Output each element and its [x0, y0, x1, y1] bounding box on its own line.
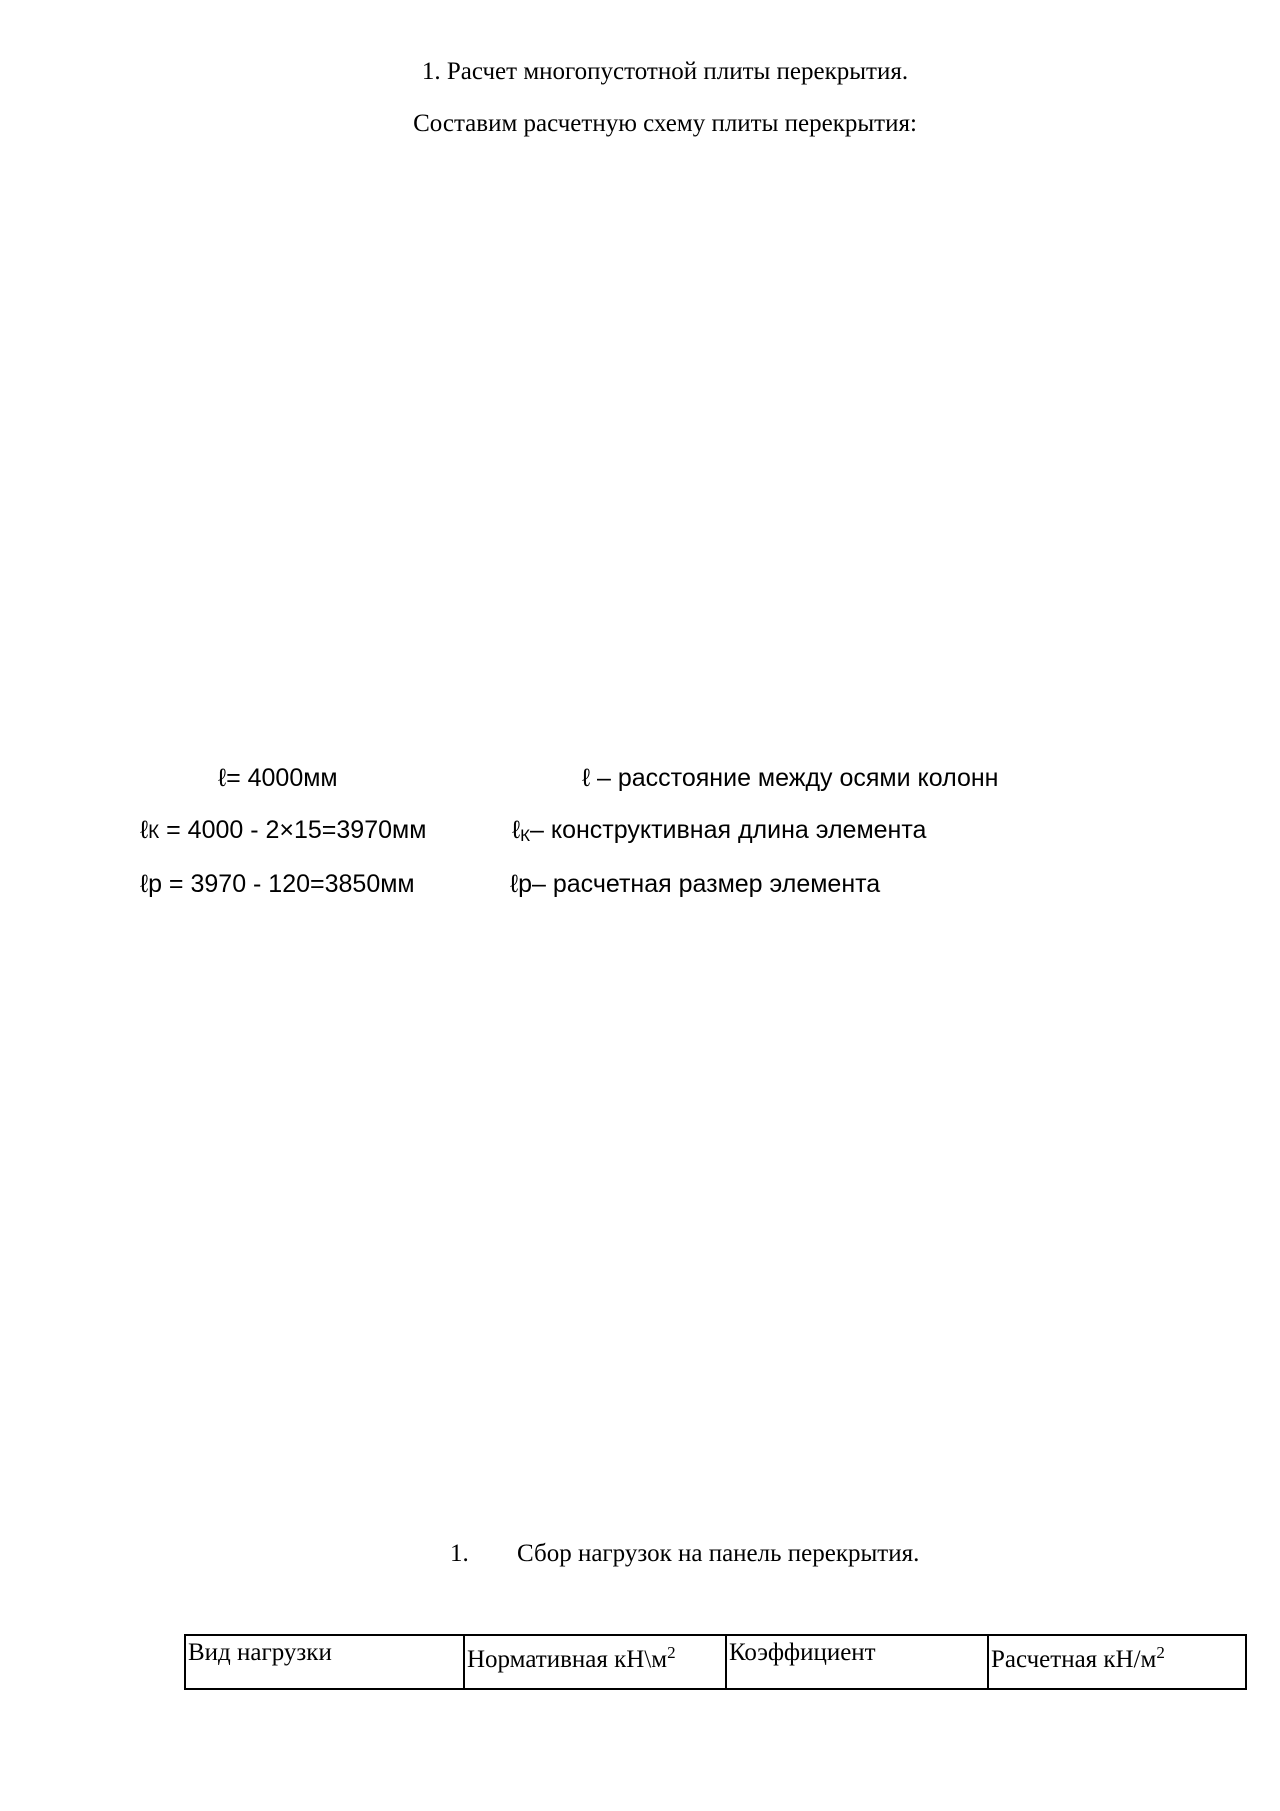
formula-text: = 4000 - 2×15=3970мм	[159, 816, 427, 844]
loads-table	[184, 1634, 1247, 1690]
param-design-length-formula: ℓр = 3970 - 120=3850мм	[140, 870, 415, 898]
section-number: 1.	[450, 1540, 469, 1567]
header-load-type: Вид нагрузки	[188, 1639, 332, 1666]
description-text: – конструктивная длина элемента	[530, 816, 927, 844]
ell-symbol: ℓ	[140, 816, 149, 844]
param-design-length-description: ℓр– расчетная размер элемента	[510, 870, 881, 898]
table-header-cell	[988, 1635, 1246, 1689]
param-constructive-length-description	[512, 816, 926, 846]
header-normative: Нормативная кН\м	[467, 1646, 668, 1673]
table-header-cell	[726, 1635, 988, 1689]
table-header-row	[185, 1635, 1246, 1689]
section-title: Сбор нагрузок на панель перекрытия.	[517, 1540, 920, 1567]
subscript-k: К	[148, 822, 160, 843]
superscript: 2	[1156, 1643, 1165, 1662]
header-coefficient: Коэффициент	[729, 1639, 876, 1666]
superscript: 2	[667, 1643, 676, 1662]
document-subheading: Составим расчетную схему плиты перекрытия:	[413, 110, 917, 137]
param-span-formula: ℓ= 4000мм	[218, 764, 338, 792]
table-header-cell	[464, 1635, 726, 1689]
param-span-description: ℓ – расстояние между осями колонн	[582, 764, 999, 792]
subscript-k: К	[520, 826, 530, 845]
ell-symbol: ℓ	[512, 816, 521, 844]
table-header-cell	[185, 1635, 464, 1689]
param-constructive-length-formula	[140, 816, 426, 845]
document-heading: 1. Расчет многопустотной плиты перекрытия.	[421, 58, 909, 85]
header-design: Расчетная кН/м	[991, 1646, 1157, 1673]
